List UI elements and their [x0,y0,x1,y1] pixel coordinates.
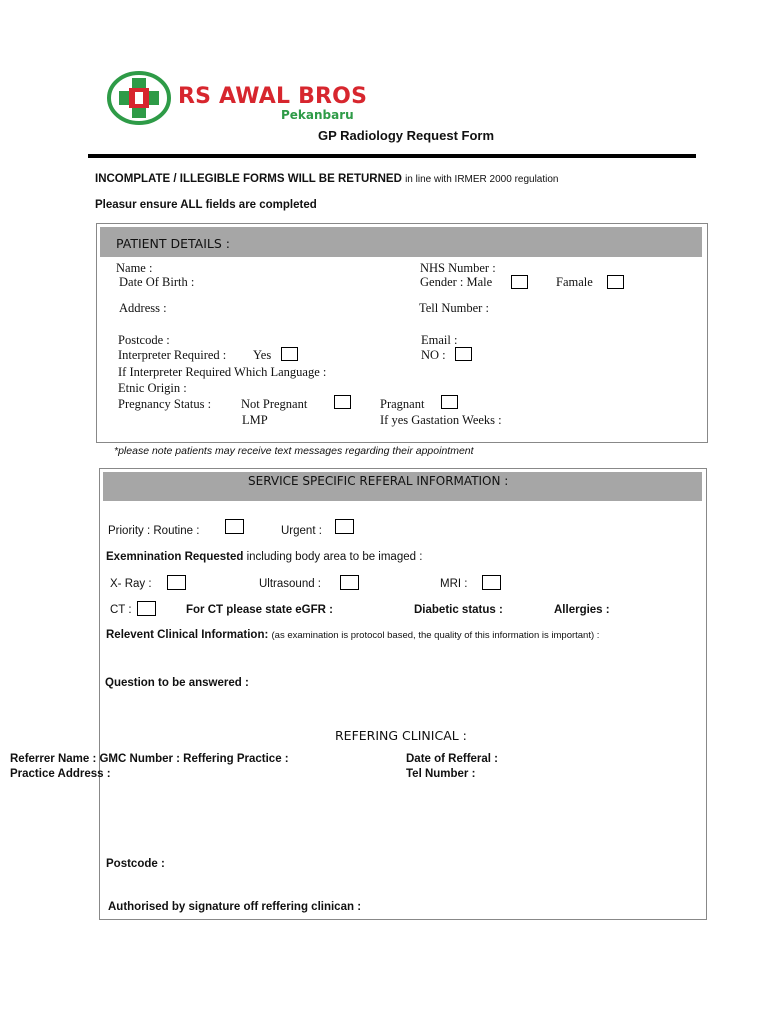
title-rule [88,154,696,158]
not-pregnant-label: Not Pregnant [241,397,308,411]
practice-address-field[interactable]: Practice Address : [10,768,111,780]
pregnancy-label: Pregnancy Status : [118,397,212,411]
tell-field[interactable]: Tell Number : [419,301,489,315]
priority-urgent-label: Urgent : [281,525,322,537]
brand-name: RS AWAL BROS [178,84,368,109]
xray-checkbox[interactable] [167,575,186,590]
service-header: SERVICE SPECIFIC REFERAL INFORMATION : [248,474,509,488]
postcode-field[interactable]: Postcode : [118,333,170,347]
interpreter-label: Interpreter Required : [118,348,227,362]
priority-routine-label: Priority : Routine : [108,525,200,537]
email-field[interactable]: Email : [421,333,458,347]
xray-label: X- Ray : [110,578,152,590]
referrer-field[interactable]: Referrer Name : GMC Number : Reffering Practice : [10,753,289,765]
ultrasound-checkbox[interactable] [340,575,359,590]
dob-field[interactable]: Date Of Birth : [119,275,195,289]
clinical-info-line[interactable] [106,629,599,641]
text-message-note: *please note patients may receive text messages regarding their appointment [114,445,474,457]
ensure-line: Pleasur ensure ALL fields are completed [95,199,317,211]
gender-female-label: Famale [556,275,593,289]
exam-bold: Exemnination Requested [106,551,244,563]
exam-line [106,551,422,563]
referrer-tel-field[interactable]: Tel Number : [406,768,476,780]
mri-label: MRI : [440,578,468,590]
form-title: GP Radiology Request Form [318,128,495,143]
diabetic-field[interactable]: Diabetic status : [414,604,503,616]
logo [106,70,172,131]
interpreter-no-label: NO : [421,348,446,362]
ultrasound-label: Ultrasound : [259,578,322,590]
language-field[interactable]: If Interpreter Required Which Language : [118,365,327,379]
interpreter-yes-label: Yes [253,348,272,362]
gender-female-checkbox[interactable] [607,275,624,289]
priority-urgent-checkbox[interactable] [335,519,354,534]
name-field[interactable]: Name : [116,261,153,275]
lmp-field[interactable]: LMP [242,413,268,427]
gestation-field[interactable]: If yes Gastation Weeks : [380,413,502,427]
egfr-field[interactable]: For CT please state eGFR : [186,604,333,616]
hospital-cross-icon [106,70,172,126]
ct-label: CT : [110,604,132,616]
pregnant-checkbox[interactable] [441,395,458,409]
brand-city: Pekanbaru [281,108,354,122]
allergies-field[interactable]: Allergies : [554,604,610,616]
not-pregnant-checkbox[interactable] [334,395,351,409]
notice-bold: INCOMPLATE / ILLEGIBLE FORMS WILL BE RETURNED [95,173,402,185]
notice-rest: in line with IRMER 2000 regulation [405,174,559,185]
pregnant-label: Pragnant [380,397,425,411]
gender-male-label: Gender : Male [420,275,493,289]
referral-date-field[interactable]: Date of Refferal : [406,753,499,765]
referring-header: REFERING CLINICAL : [335,728,467,743]
exam-rest: including body area to be imaged : [246,551,423,563]
question-field[interactable]: Question to be answered : [105,677,249,689]
clinical-rest: (as examination is protocol based, the quality of this information is important) : [271,630,600,641]
interpreter-no-checkbox[interactable] [455,347,472,361]
address-field[interactable]: Address : [119,301,167,315]
priority-routine-checkbox[interactable] [225,519,244,534]
signature-field[interactable]: Authorised by signature off reffering clinican : [108,901,362,913]
etnic-field[interactable]: Etnic Origin : [118,381,187,395]
ct-checkbox[interactable] [137,601,156,616]
referrer-postcode-field[interactable]: Postcode : [106,858,165,870]
clinical-bold: Relevent Clinical Information: [106,629,269,641]
interpreter-yes-checkbox[interactable] [281,347,298,361]
patient-header: PATIENT DETAILS : [116,236,231,251]
mri-checkbox[interactable] [482,575,501,590]
nhs-field[interactable]: NHS Number : [420,261,496,275]
gender-male-checkbox[interactable] [511,275,528,289]
notice-line [95,173,559,185]
